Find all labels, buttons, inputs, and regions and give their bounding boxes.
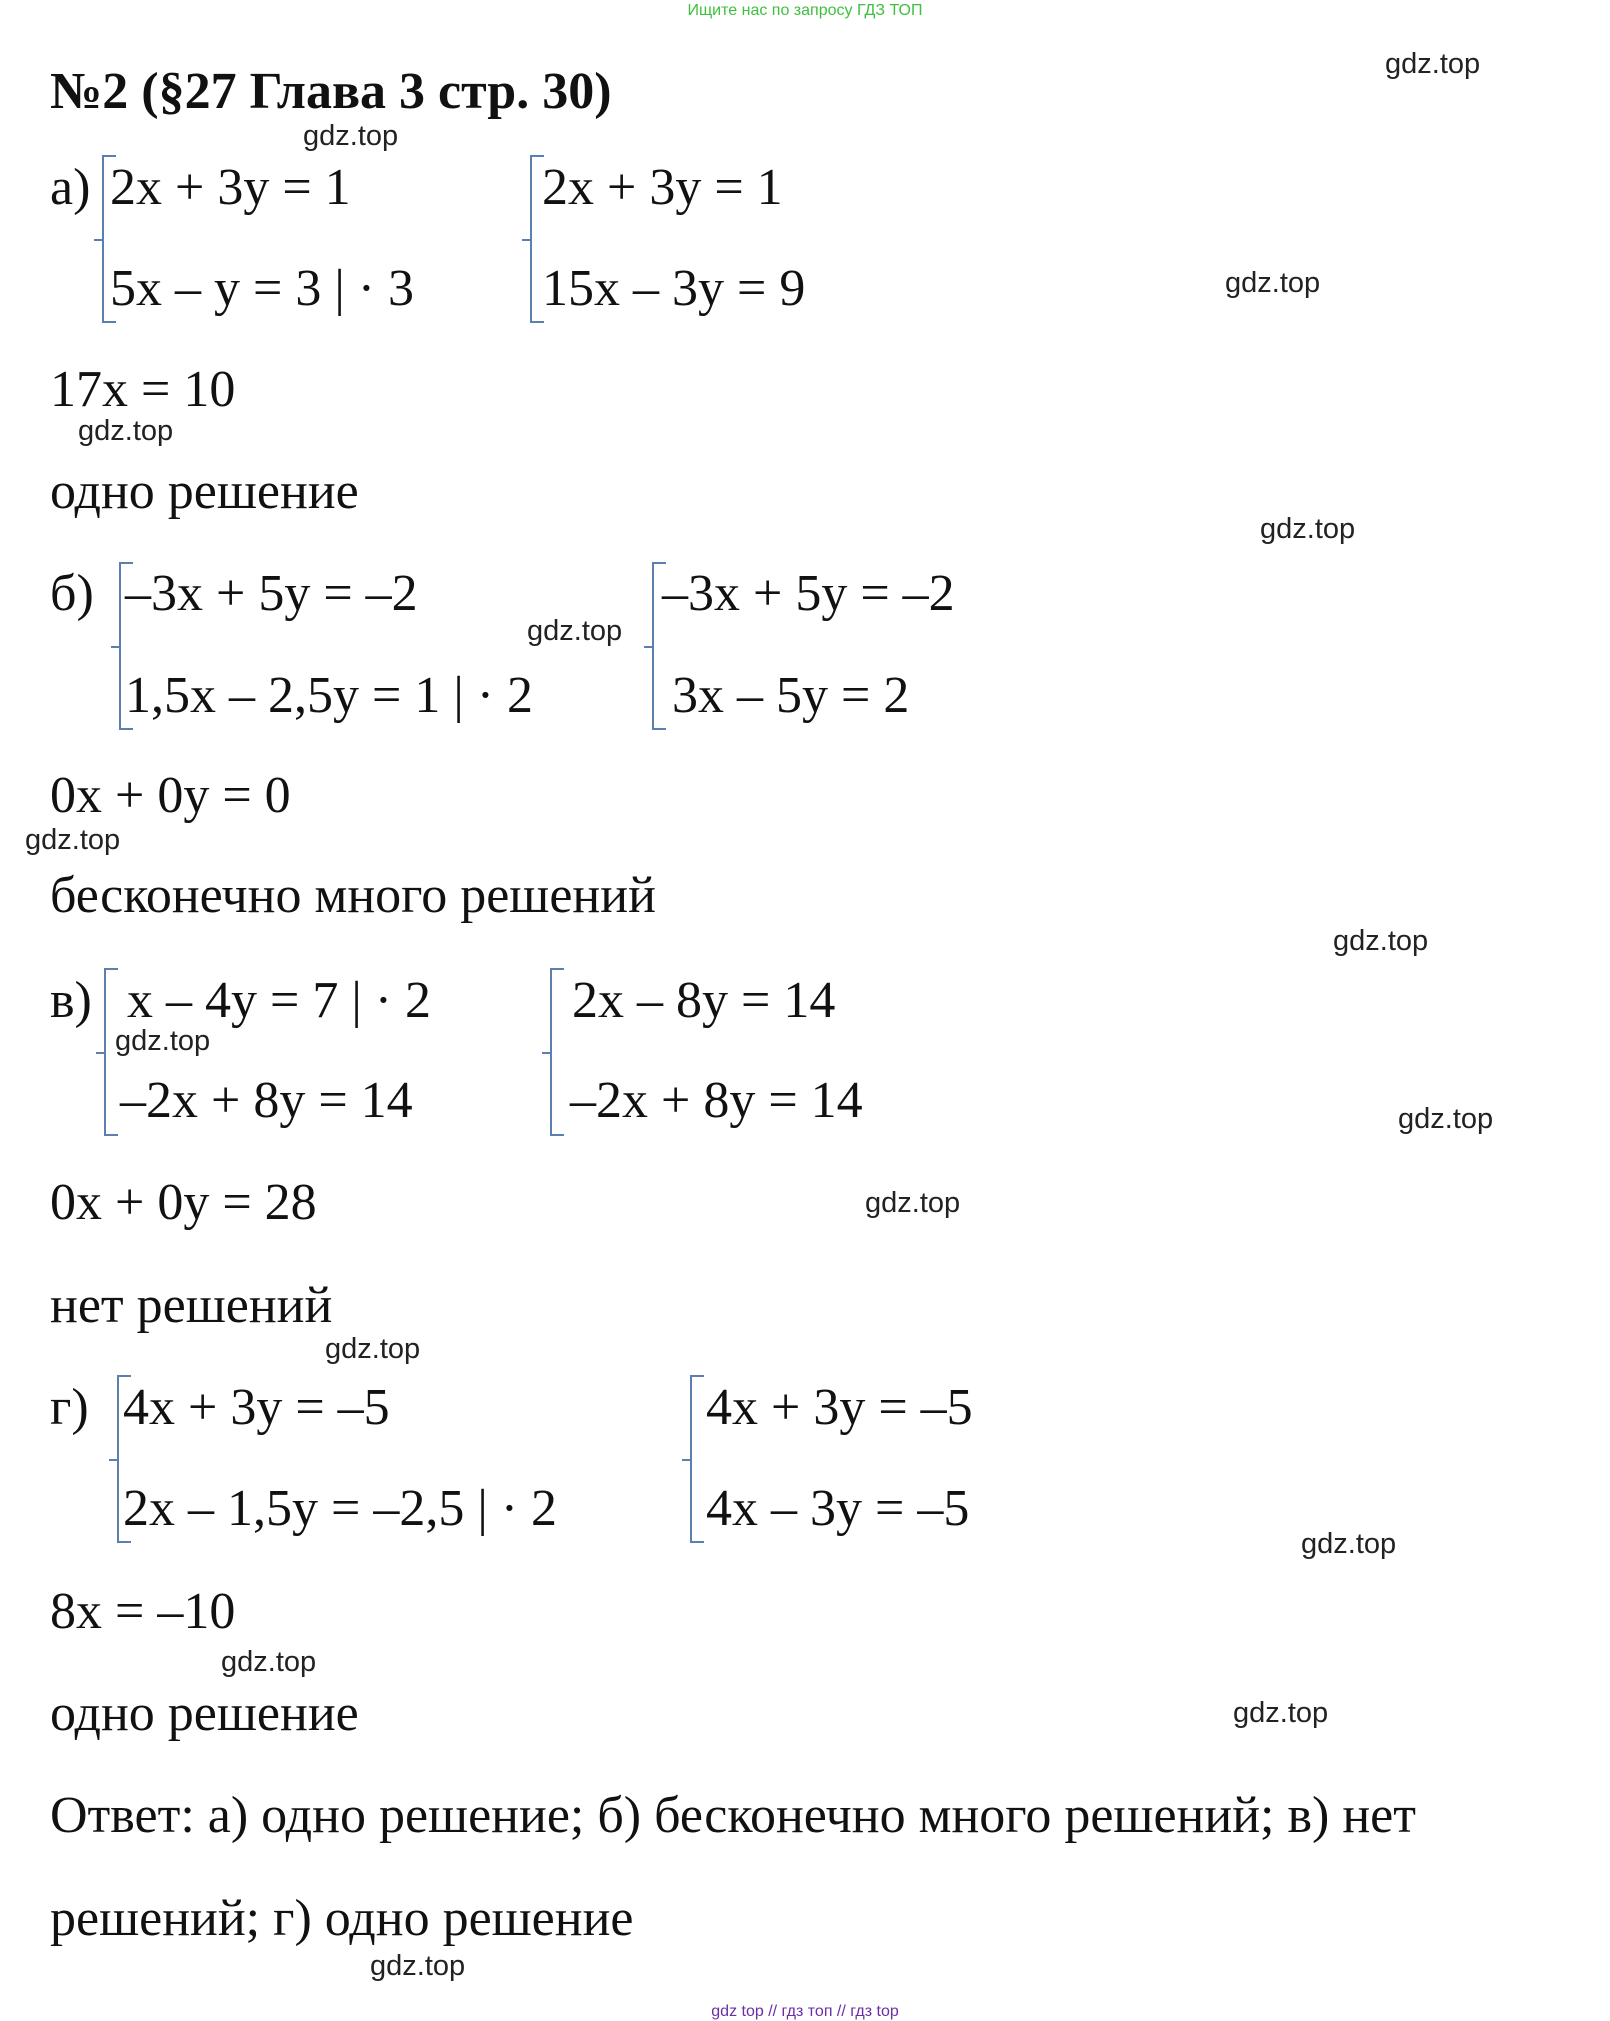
- equation: 2x + 3y = 1: [110, 159, 351, 216]
- system-brace: [690, 1375, 704, 1543]
- equation: 2x – 8y = 14: [572, 972, 836, 1029]
- equation: 4x + 3y = –5: [123, 1379, 390, 1436]
- watermark: gdz.top: [1385, 48, 1481, 80]
- conclusion: одно решение: [50, 1685, 359, 1742]
- watermark: gdz.top: [1333, 925, 1429, 957]
- watermark: gdz.top: [221, 1646, 317, 1678]
- result: 17x = 10: [50, 361, 236, 418]
- equation: 3x – 5y = 2: [672, 667, 910, 724]
- header-note: Ищите нас по запросу ГДЗ ТОП: [687, 2, 923, 19]
- watermark: gdz.top: [1301, 1528, 1397, 1560]
- watermark: gdz.top: [1233, 1697, 1329, 1729]
- result: 8x = –10: [50, 1583, 236, 1640]
- equation: 4x + 3y = –5: [706, 1379, 973, 1436]
- label-c: в): [50, 972, 92, 1029]
- watermark: gdz.top: [865, 1187, 961, 1219]
- watermark: gdz.top: [115, 1025, 211, 1057]
- equation: –2x + 8y = 14: [120, 1072, 413, 1129]
- equation: 2x – 1,5y = –2,5 | · 2: [123, 1480, 558, 1537]
- equation: 5x – y = 3 | · 3: [110, 260, 415, 317]
- conclusion: бесконечно много решений: [50, 867, 656, 924]
- conclusion: нет решений: [50, 1277, 333, 1334]
- watermark: gdz.top: [25, 824, 121, 856]
- watermark: gdz.top: [303, 120, 399, 152]
- conclusion: одно решение: [50, 463, 359, 520]
- equation: 15x – 3y = 9: [542, 260, 806, 317]
- label-a: а): [50, 159, 91, 216]
- result: 0x + 0y = 28: [50, 1174, 317, 1231]
- watermark: gdz.top: [1225, 267, 1321, 299]
- equation: 1,5x – 2,5y = 1 | · 2: [125, 667, 534, 724]
- watermark: gdz.top: [527, 615, 623, 647]
- footer-note: gdz top // гдз топ // гдз top: [711, 2003, 899, 2020]
- equation: –3x + 5y = –2: [125, 565, 418, 622]
- equation: –3x + 5y = –2: [662, 565, 955, 622]
- result: 0x + 0y = 0: [50, 767, 291, 824]
- system-brace: [550, 968, 564, 1136]
- label-b: б): [50, 565, 94, 622]
- label-d: г): [50, 1379, 89, 1436]
- watermark: gdz.top: [370, 1950, 466, 1982]
- answer-line-2: решений; г) одно решение: [50, 1890, 634, 1947]
- equation: 4x – 3y = –5: [706, 1480, 970, 1537]
- watermark: gdz.top: [1398, 1103, 1494, 1135]
- equation: x – 4y = 7 | · 2: [127, 972, 432, 1029]
- watermark: gdz.top: [1260, 513, 1356, 545]
- equation: –2x + 8y = 14: [570, 1072, 863, 1129]
- page-title: №2 (§27 Глава 3 стр. 30): [50, 63, 612, 120]
- watermark: gdz.top: [325, 1333, 421, 1365]
- watermark: gdz.top: [78, 415, 174, 447]
- answer-line-1: Ответ: а) одно решение; б) бесконечно много решений; в) нет: [50, 1787, 1416, 1844]
- equation: 2x + 3y = 1: [542, 159, 783, 216]
